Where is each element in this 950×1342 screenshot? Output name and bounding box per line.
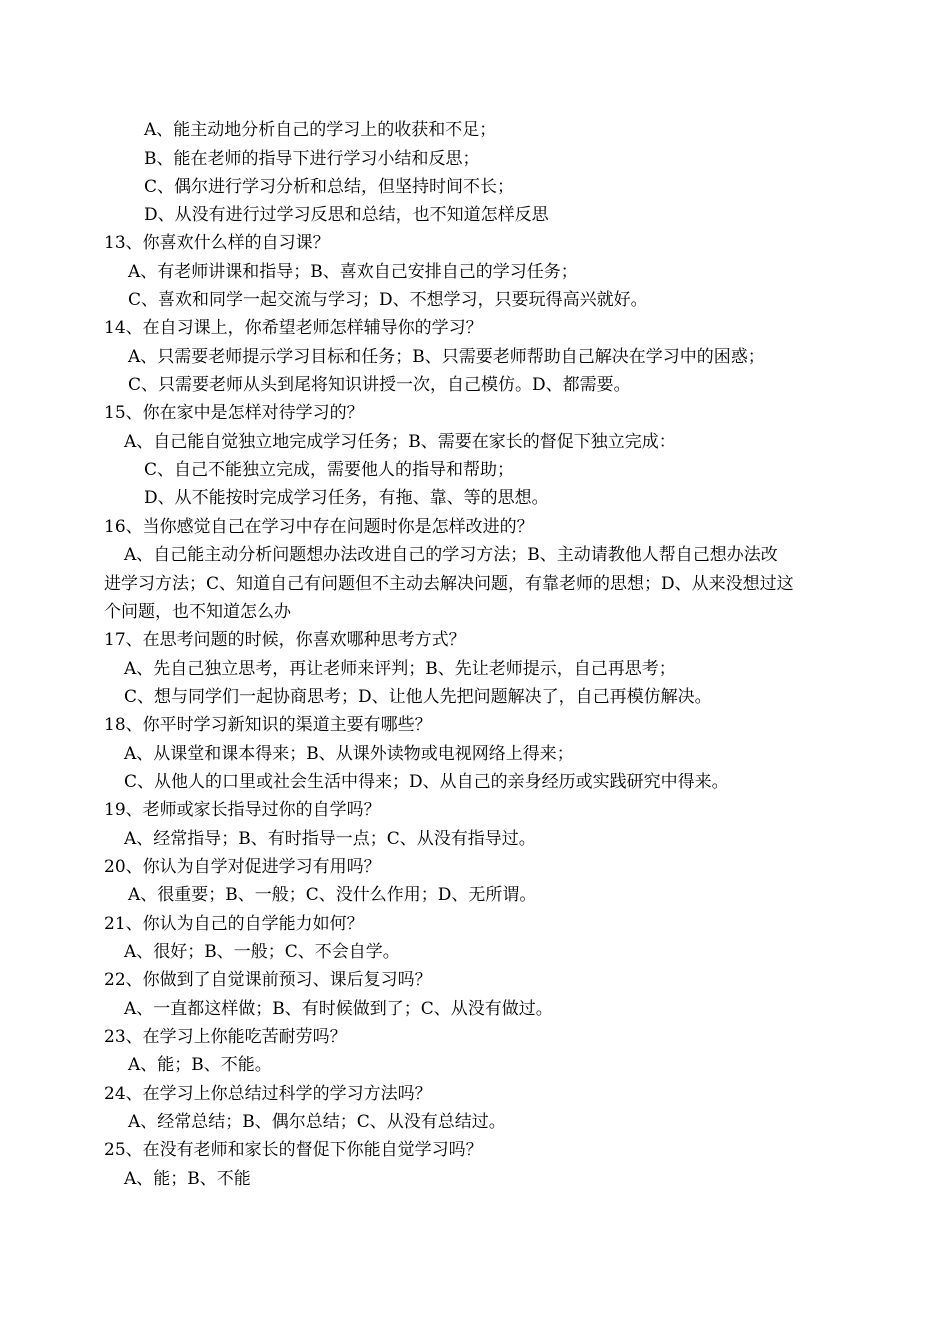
option-line: A、能主动地分析自己的学习上的收获和不足；	[144, 120, 497, 140]
option-line: D、从没有进行过学习反思和总结，也不知道怎样反思	[144, 205, 549, 225]
option-line: A、经常指导；B、有时指导一点；C、从没有指导过。	[124, 829, 536, 849]
option-line: A、从课堂和课本得来；B、从课外读物或电视网络上得来；	[124, 744, 574, 764]
question-25: 25、在没有老师和家长的督促下你能自觉学习吗？	[104, 1140, 483, 1160]
option-line: A、能；B、不能	[124, 1169, 251, 1189]
question-13: 13、你喜欢什么样的自习课？	[104, 233, 330, 253]
question-18: 18、你平时学习新知识的渠道主要有哪些？	[104, 715, 432, 735]
question-17: 17、在思考问题的时候，你喜欢哪种思考方式？	[104, 630, 466, 650]
option-line: D、从不能按时完成学习任务，有拖、靠、等的思想。	[144, 488, 549, 508]
option-line: A、一直都这样做；B、有时候做到了；C、从没有做过。	[124, 999, 553, 1019]
option-line: 进学习方法；C、知道自己有问题但不主动去解决问题，有靠老师的思想；D、从来没想过这	[104, 574, 794, 594]
option-line: C、只需要老师从头到尾将知识讲授一次，自己模仿。D、都需要。	[128, 375, 631, 395]
option-line: C、喜欢和同学一起交流与学习；D、不想学习，只要玩得高兴就好。	[128, 290, 648, 310]
option-line: C、自己不能独立完成，需要他人的指导和帮助；	[144, 460, 515, 480]
option-line: B、能在老师的指导下进行学习小结和反思；	[144, 149, 480, 169]
option-line: A、有老师讲课和指导；B、喜欢自己安排自己的学习任务；	[128, 262, 578, 282]
option-line: A、自己能自觉独立地完成学习任务；B、需要在家长的督促下独立完成：	[124, 432, 676, 452]
question-16: 16、当你感觉自己在学习中存在问题时你是怎样改进的？	[104, 517, 534, 537]
question-23: 23、在学习上你能吃苦耐劳吗？	[104, 1027, 347, 1047]
question-24: 24、在学习上你总结过科学的学习方法吗？	[104, 1084, 432, 1104]
option-line: 个问题，也不知道怎么办	[104, 602, 291, 622]
option-line: A、先自己独立思考，再让老师来评判；B、先让老师提示，自己再思考；	[124, 659, 676, 679]
option-line: A、很重要；B、一般；C、没什么作用；D、无所谓。	[128, 885, 537, 905]
question-14: 14、在自习课上，你希望老师怎样辅导你的学习？	[104, 318, 483, 338]
question-22: 22、你做到了自觉课前预习、课后复习吗？	[104, 970, 432, 990]
question-19: 19、老师或家长指导过你的自学吗？	[104, 800, 381, 820]
option-line: C、从他人的口里或社会生活中得来；D、从自己的亲身经历或实践研究中得来。	[124, 772, 729, 792]
option-line: A、只需要老师提示学习目标和任务；B、只需要老师帮助自己解决在学习中的困惑；	[128, 347, 765, 367]
option-line: A、经常总结；B、偶尔总结；C、从没有总结过。	[128, 1112, 506, 1132]
option-line: A、能；B、不能。	[128, 1055, 272, 1075]
option-line: A、很好；B、一般；C、不会自学。	[124, 942, 400, 962]
question-21: 21、你认为自己的自学能力如何？	[104, 914, 364, 934]
option-line: C、想与同学们一起协商思考；D、让他人先把问题解决了，自己再模仿解决。	[124, 687, 712, 707]
question-20: 20、你认为自学对促进学习有用吗？	[104, 857, 381, 877]
question-15: 15、你在家中是怎样对待学习的？	[104, 403, 364, 423]
option-line: A、自己能主动分析问题想办法改进自己的学习方法；B、主动请教他人帮自己想办法改	[124, 545, 778, 565]
option-line: C、偶尔进行学习分析和总结，但坚持时间不长；	[144, 177, 515, 197]
